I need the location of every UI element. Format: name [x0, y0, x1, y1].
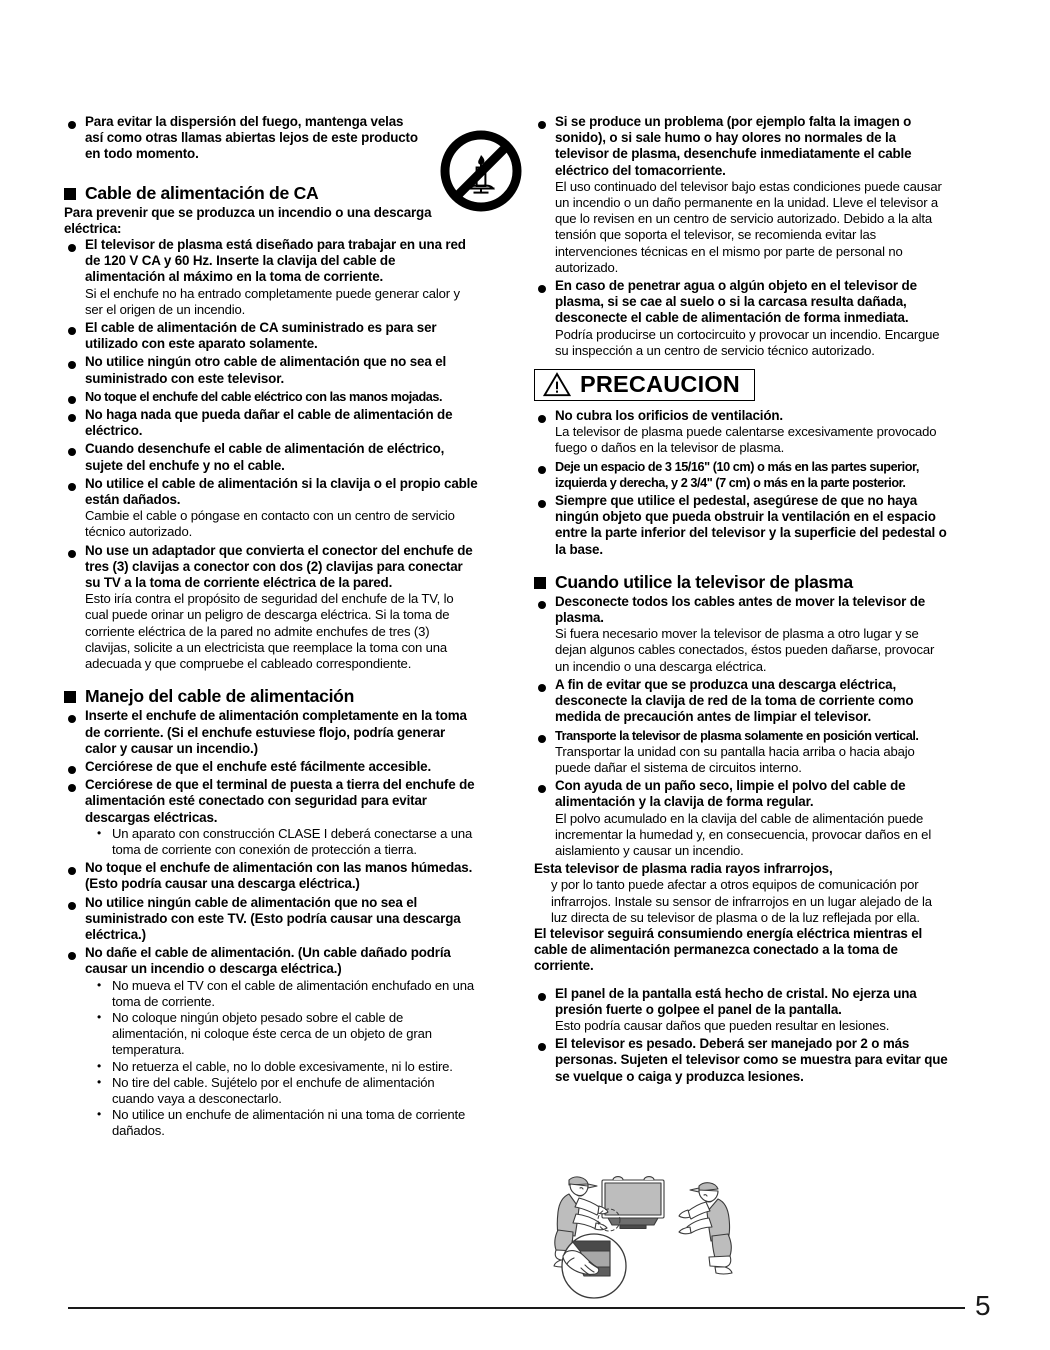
list-item [534, 778, 948, 859]
list-item [64, 708, 478, 757]
left-column [64, 114, 478, 1142]
sub-list-item: • No utilice un enchufe de alimentación ni una toma de corriente dañados. [95, 1107, 478, 1139]
sub-list-item: • No retuerza el cable, no lo doble excesivamente, ni lo estire. [95, 1059, 478, 1075]
list-item [534, 986, 948, 1035]
bullet-title: No use un adaptador que convierta el conector del enchufe de tres (3) clavijas a conector con dos (2) clavijas para conectar su TV a la toma de corriente eléctrica de la pared. [85, 542, 473, 591]
bullet-title: El televisor es pesado. Deberá ser manejado por 2 o más personas. Sujeten el televisor como se muestra para evitar que se vuelque o caiga y produzca lesiones. [555, 1036, 948, 1084]
section-heading-ac-power: Cable de alimentación de CA [64, 182, 478, 204]
list-item [534, 408, 948, 457]
bullet-title: Siempre que utilice el pedestal, asegúrese de que no haya ningún objeto que pueda obstruir la ventilación en el espacio entre la parte inferior del televisor y la superficie del pedestal o la base. [555, 493, 947, 557]
list-item [64, 476, 478, 541]
list-item [534, 1036, 948, 1085]
bullet-body: Si fuera necesario mover la televisor de plasma a otro lugar y se dejan algunos cables conectados, éstos pueden dañarse, provocar un incendio o una descarga eléctrica. [555, 626, 935, 674]
bullet-body: Podría producirse un cortocircuito y provocar un incendio. Encargue su inspección a un centro de servicio técnico autorizado. [555, 326, 940, 358]
sub-list-item: • No coloque ningún objeto pesado sobre el cable de alimentación, ni coloque éste cerca de un objeto de gran temperatura. [95, 1010, 478, 1059]
bullet-title: No toque el enchufe de alimentación con las manos húmedas. (Esto podría causar una descarga eléctrica.) [85, 860, 473, 892]
infrared-note-body: y por lo tanto puede afectar a otros equipos de comunicación por infrarrojos. Instale su sensor de infrarrojos en un lugar alejado de la luz directa de su televisor de plasma o de la luz reflejada por ella. [551, 877, 932, 925]
ac-power-subheading: Para prevenir que se produzca un incendio o una descarga eléctrica: [64, 204, 432, 236]
list-item [64, 389, 478, 405]
list-item [64, 320, 478, 352]
warning-triangle-icon [543, 372, 571, 397]
bullet-title: Si se produce un problema (por ejemplo falta la imagen o sonido), o si sale humo o hay olores no normales de la televisor de plasma, desenchufe inmediatamente el cable eléctrico del tomacorriente. [555, 114, 912, 178]
bullet-body: Transportar la unidad con su pantalla hacia arriba o hacia abajo puede dañar el sistema de circuitos interno. [555, 743, 915, 775]
bullet-title: Cerciórese de que el enchufe esté fácilmente accesible. [85, 758, 432, 774]
two-person-tv-carry-illustration [536, 1168, 786, 1308]
section-heading-cord-handling: Manejo del cable de alimentación [64, 685, 478, 707]
bullet-title: Desconecte todos los cables antes de mover la televisor de plasma. [555, 593, 926, 626]
bullet-title: No toque el enchufe del cable eléctrico con las manos mojadas. [85, 389, 443, 404]
list-item [534, 493, 948, 558]
list-item [534, 728, 948, 777]
sub-list-item: • No mueva el TV con el cable de alimentación enchufado en una toma de corriente. [95, 978, 478, 1010]
list-item [64, 759, 478, 775]
list-item [534, 459, 948, 491]
bullet-title: El cable de alimentación de CA suministrado es para ser utilizado con este aparato solamente. [85, 320, 437, 352]
bullet-title: No utilice ningún cable de alimentación que no sea el suministrado con este TV. (Esto podría causar una descarga eléctrica.) [85, 894, 461, 942]
bullet-title: No dañe el cable de alimentación. (Un cable dañado podría causar un incendio o descarga eléctrica.) [85, 945, 451, 977]
bullet-title: En caso de penetrar agua o algún objeto en el televisor de plasma, si se cae al suelo o si la carcasa resulta dañada, desconecte el cable de alimentación de forma inmediata. [555, 278, 917, 326]
bullet-title: Inserte el enchufe de alimentación completamente en la toma de corriente. (Si el enchufe estuviese flojo, podría generar calor y causar un incendio.) [85, 708, 467, 756]
bullet-body: El polvo acumulado en la clavija del cable de alimentación puede incrementar la humedad y, en consecuencia, provocar daños en el aislamiento y causar un incendio. [555, 810, 932, 858]
bullet-title: A fin de evitar que se produzca una descarga eléctrica, desconecte la clavija de red de la toma de corriente como medida de precaución antes de limpiar el televisor. [555, 676, 914, 725]
infrared-note-title: Esta televisor de plasma radia rayos infrarrojos, [534, 861, 833, 877]
sub-list-item: • Un aparato con construcción CLASE I deberá conectarse a una toma de corriente con conexión de protección a tierra. [95, 826, 478, 858]
list-item [534, 594, 948, 675]
bullet-title: No haga nada que pueda dañar el cable de alimentación de eléctrico. [85, 407, 453, 439]
list-item [64, 895, 478, 944]
right-column [534, 114, 948, 1087]
bullet-title: Transporte la televisor de plasma solamente en posición vertical. [555, 728, 919, 743]
list-item [64, 777, 478, 858]
list-item [64, 237, 478, 318]
list-item [64, 945, 478, 1139]
bullet-title: No utilice el cable de alimentación si la clavija o el propio cable están dañados. [85, 475, 478, 508]
list-item [64, 354, 478, 386]
bullet-title: Cuando desenchufe el cable de alimentación de eléctrico, sujete del enchufe y no el cable. [85, 441, 445, 473]
bullet-title: No utilice ningún otro cable de alimentación que no sea el suministrado con este televisor. [85, 354, 447, 386]
bullet-title: El panel de la pantalla está hecho de cristal. No ejerza una presión fuerte o golpee el panel de la pantalla. [555, 985, 917, 1017]
bullet-body: Si el enchufe no ha entrado completamente puede generar calor y ser el origen de un incendio. [85, 285, 460, 317]
list-item [64, 860, 478, 892]
caution-box [534, 369, 755, 401]
list-item [64, 441, 478, 473]
bullet-body: El uso continuado del televisor bajo estas condiciones puede causar un incendio o un daño permanente en la unidad. Lleve el televisor a que lo revisen en un centro de servicio autorizado. Debido a la alta tensión que soporta el televisor, se recomienda evitar las intervenciones técnicas en el mismo por parte de personal no autorizado. [555, 178, 942, 275]
sub-list-item: • No tire del cable. Sujételo por el enchufe de alimentación cuando vaya a desconectarlo. [95, 1075, 478, 1107]
list-item [64, 407, 478, 439]
footer-divider [68, 1307, 965, 1309]
bullet-body: Esto iría contra el propósito de seguridad del enchufe de la TV, lo cual puede orinar un peligro de descarga eléctrica. Si la toma de corriente eléctrica de la pared no admite enchufes de tres (3) clavijas, solicite a un electricista que reemplace la toma con una adecuada y que compruebe el cableado correspondiente. [85, 591, 454, 672]
standby-power-note: El televisor seguirá consumiendo energía eléctrica mientras el cable de alimentación permanezca conectado a la toma de corriente. [534, 925, 923, 974]
no-open-flame-icon [438, 128, 524, 214]
page-number: 5 [975, 1290, 991, 1321]
bullet-title: Con ayuda de un paño seco, limpie el polvo del cable de alimentación y la clavija de forma regular. [555, 778, 906, 810]
list-item [534, 114, 948, 276]
candle-warning-bullet [64, 114, 478, 163]
bullet-title: No cubra los orificios de ventilación. [555, 408, 783, 424]
list-item [534, 278, 948, 359]
section-heading-using-tv: Cuando utilice la televisor de plasma [534, 571, 948, 593]
candle-warning-text: Para evitar la dispersión del fuego, mantenga velas así como otras llamas abiertas lejos de este producto en todo momento. [85, 114, 418, 162]
bullet-body: Esto podría causar daños que pueden resultar en lesiones. [555, 1017, 890, 1033]
bullet-title: Deje un espacio de 3 15/16" (10 cm) o más en las partes superior, izquierda y derecha, y 2 3/4" (7 cm) o más en la parte posterior. [555, 459, 919, 490]
bullet-body: La televisor de plasma puede calentarse excesivamente provocado fuego o daños en la televisor de plasma. [555, 424, 937, 456]
bullet-title: El televisor de plasma está diseñado para trabajar en una red de 120 V CA y 60 Hz. Inserte la clavija del cable de alimentación al máximo en la toma de corriente. [85, 237, 466, 285]
list-item [534, 677, 948, 726]
caution-label: PRECAUCION [580, 371, 740, 398]
bullet-title: Cerciórese de que el terminal de puesta a tierra del enchufe de alimentación esté conectado con seguridad para evitar descargas eléctricas. [85, 777, 475, 825]
list-item [64, 543, 478, 673]
bullet-body: Cambie el cable o póngase en contacto con un centro de servicio técnico autorizado. [85, 508, 455, 540]
